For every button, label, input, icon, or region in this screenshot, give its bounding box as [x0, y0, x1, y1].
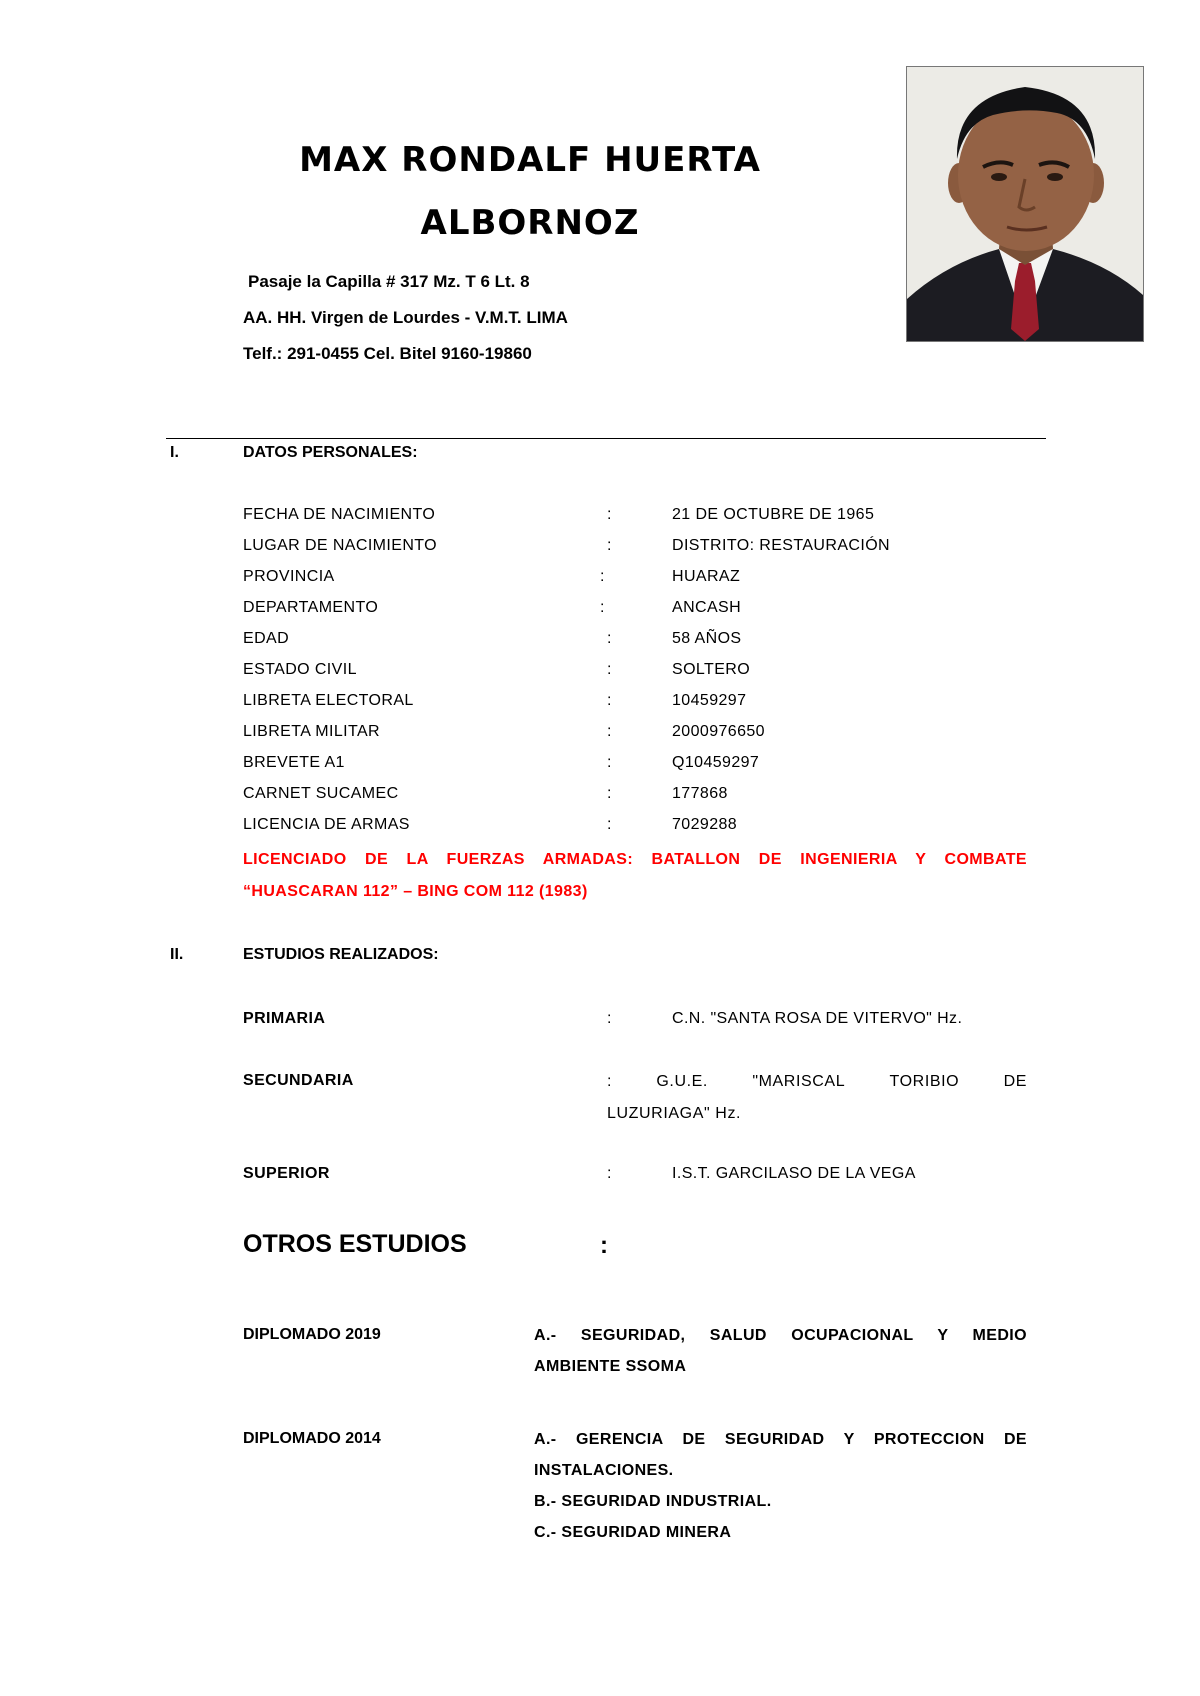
- section-1-number: I.: [170, 444, 179, 461]
- row-colon: :: [607, 1073, 613, 1090]
- diploma-line: INSTALACIONES.: [534, 1462, 674, 1479]
- diploma-description: [534, 1320, 1027, 1382]
- row-colon: :: [607, 661, 612, 678]
- secundaria-word: TORIBIO: [889, 1073, 960, 1090]
- row-value: ANCASH: [672, 599, 742, 616]
- diploma-line: AMBIENTE SSOMA: [534, 1358, 687, 1375]
- otros-estudios-colon: :: [600, 1232, 608, 1259]
- personal-row: [0, 568, 1200, 592]
- row-value: Q10459297: [672, 754, 760, 771]
- secundaria-word: G.U.E.: [656, 1073, 708, 1090]
- secundaria-value: [607, 1066, 1027, 1130]
- row-colon: :: [607, 692, 612, 709]
- row-value: C.N. "SANTA ROSA DE VITERVO" Hz.: [672, 1010, 963, 1027]
- row-value: 10459297: [672, 692, 747, 709]
- row-colon: :: [607, 754, 612, 771]
- horizontal-rule: [166, 438, 1046, 439]
- row-label: FECHA DE NACIMIENTO: [243, 506, 436, 523]
- row-label: BREVETE A1: [243, 754, 345, 771]
- education-row-primaria: [0, 1010, 1200, 1034]
- row-label: SUPERIOR: [243, 1165, 330, 1182]
- address-line-2: AA. HH. Virgen de Lourdes - V.M.T. LIMA: [243, 308, 568, 327]
- row-label: LIBRETA MILITAR: [243, 723, 380, 740]
- section-2-title: ESTUDIOS REALIZADOS:: [243, 946, 439, 963]
- phone-line: Telf.: 291-0455 Cel. Bitel 9160-19860: [243, 344, 532, 363]
- row-colon: :: [607, 1165, 612, 1182]
- name-line-2: ALBORNOZ: [420, 203, 640, 243]
- military-note-line-2: “HUASCARAN 112” – BING COM 112 (1983): [243, 883, 588, 900]
- row-value: 21 DE OCTUBRE DE 1965: [672, 506, 875, 523]
- row-colon: :: [607, 630, 612, 647]
- row-colon: :: [607, 1010, 612, 1027]
- row-colon: :: [607, 723, 612, 740]
- row-value: 2000976650: [672, 723, 765, 740]
- row-label: PRIMARIA: [243, 1010, 326, 1027]
- otros-estudios-heading: OTROS ESTUDIOS: [243, 1230, 467, 1258]
- row-label: ESTADO CIVIL: [243, 661, 357, 678]
- name-line-1: MAX RONDALF HUERTA: [299, 140, 761, 180]
- row-label: LIBRETA ELECTORAL: [243, 692, 414, 709]
- row-value: SOLTERO: [672, 661, 751, 678]
- row-colon: :: [600, 599, 605, 616]
- personal-row: [0, 599, 1200, 623]
- secundaria-word: "MARISCAL: [752, 1073, 846, 1090]
- address-line-1: Pasaje la Capilla # 317 Mz. T 6 Lt. 8: [248, 272, 530, 291]
- personal-row: [0, 661, 1200, 685]
- row-value: DISTRITO: RESTAURACIÓN: [672, 537, 891, 554]
- military-note: [243, 844, 1027, 908]
- diploma-line: C.- SEGURIDAD MINERA: [534, 1524, 732, 1541]
- personal-row: [0, 630, 1200, 654]
- diploma-description: [534, 1424, 1027, 1548]
- secundaria-word: DE: [1003, 1073, 1027, 1090]
- diploma-line: A.- SEGURIDAD, SALUD OCUPACIONAL Y MEDIO: [534, 1327, 1027, 1344]
- row-label: DEPARTAMENTO: [243, 599, 379, 616]
- row-value: 7029288: [672, 816, 738, 833]
- row-label: LUGAR DE NACIMIENTO: [243, 537, 437, 554]
- secundaria-value-line-1: [607, 1066, 1027, 1098]
- personal-row: [0, 754, 1200, 778]
- row-colon: :: [600, 568, 605, 585]
- diploma-label: DIPLOMADO 2014: [243, 1430, 381, 1447]
- diploma-line: B.- SEGURIDAD INDUSTRIAL.: [534, 1493, 772, 1510]
- personal-row: [0, 723, 1200, 747]
- row-value: I.S.T. GARCILASO DE LA VEGA: [672, 1165, 916, 1182]
- row-colon: :: [607, 537, 612, 554]
- secundaria-value-line-2: LUZURIAGA" Hz.: [607, 1105, 742, 1122]
- row-label: LICENCIA DE ARMAS: [243, 816, 410, 833]
- section-1-title: DATOS PERSONALES:: [243, 444, 418, 461]
- military-note-line-1: LICENCIADO DE LA FUERZAS ARMADAS: BATALLON DE INGENIERIA Y COMBATE: [243, 851, 1027, 868]
- profile-photo: [906, 66, 1144, 342]
- row-value: HUARAZ: [672, 568, 741, 585]
- personal-row: [0, 816, 1200, 840]
- diploma-line: A.- GERENCIA DE SEGURIDAD Y PROTECCION DE: [534, 1431, 1027, 1448]
- row-value: 58 AÑOS: [672, 630, 742, 647]
- row-colon: :: [607, 785, 612, 802]
- row-colon: :: [607, 816, 612, 833]
- row-label: CARNET SUCAMEC: [243, 785, 399, 802]
- row-value: 177868: [672, 785, 728, 802]
- personal-row: [0, 506, 1200, 530]
- education-row-superior: [0, 1165, 1200, 1189]
- row-colon: :: [607, 506, 612, 523]
- row-label: EDAD: [243, 630, 290, 647]
- personal-row: [0, 785, 1200, 809]
- row-label: SECUNDARIA: [243, 1072, 354, 1089]
- personal-row: [0, 537, 1200, 561]
- personal-row: [0, 692, 1200, 716]
- row-label: PROVINCIA: [243, 568, 335, 585]
- diploma-label: DIPLOMADO 2019: [243, 1326, 381, 1343]
- section-2-number: II.: [170, 946, 184, 963]
